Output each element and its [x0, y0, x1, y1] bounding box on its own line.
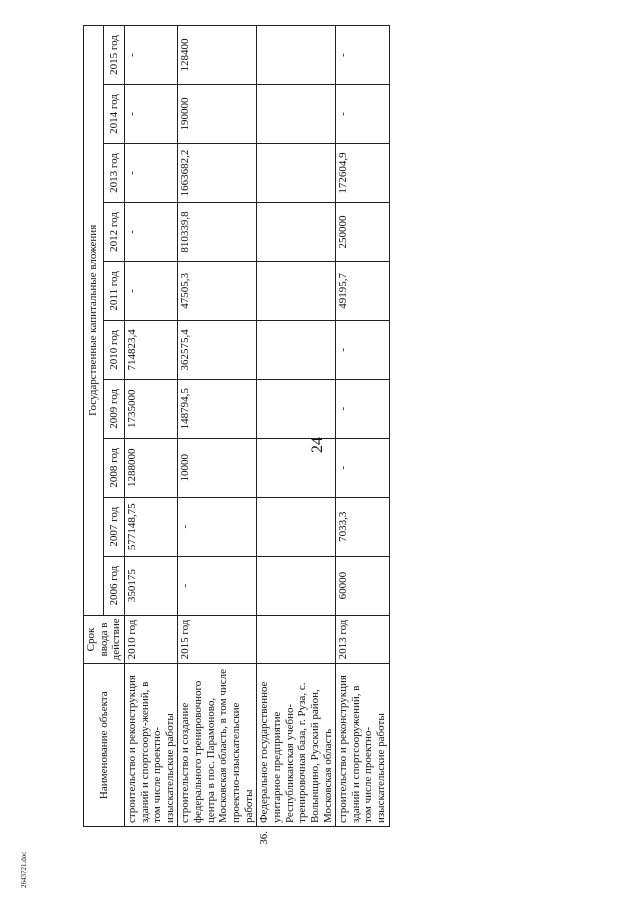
row-index: 36.: [257, 831, 270, 845]
header-year: 2010 год: [104, 320, 124, 379]
cell-value: [257, 144, 336, 203]
cell-value: -: [178, 497, 257, 556]
footer-filename: 2643721.doc: [20, 851, 28, 888]
cell-value: 128400: [178, 26, 257, 85]
cell-value: 810339,8: [178, 202, 257, 261]
cell-value: -: [336, 438, 390, 497]
rotated-table-container: [83, 25, 518, 855]
cell-value: [257, 497, 336, 556]
table-row: [257, 26, 336, 856]
table-row: [178, 26, 257, 856]
cell-value: -: [124, 202, 178, 261]
cell-value: 172604,9: [336, 144, 390, 203]
header-year: 2007 год: [104, 497, 124, 556]
header-year: 2015 год: [104, 26, 124, 85]
cell-value: -: [124, 144, 178, 203]
cell-value: [257, 261, 336, 320]
row-name: строительство и реконструкция зданий и спортсооружений, в том числе проектно-изыскательские работы: [336, 664, 390, 827]
cell-value: [257, 556, 336, 615]
index-header: [84, 827, 125, 855]
header-year: 2013 год: [104, 144, 124, 203]
cell-value: 1663682,2: [178, 144, 257, 203]
cell-value: 577148,75: [124, 497, 178, 556]
row-name: строительство и создание федерального тренировочного центра в пос. Парамоново, Московская область, в том числе проектно-изыскательские работы: [178, 664, 257, 827]
cell-value: [257, 379, 336, 438]
cell-value: 1735000: [124, 379, 178, 438]
cell-value: -: [336, 26, 390, 85]
table-row: [124, 26, 178, 856]
cell-value: -: [124, 26, 178, 85]
row-term: 2013 год: [336, 615, 390, 664]
cell-value: 362575,4: [178, 320, 257, 379]
cell-value: [257, 438, 336, 497]
cell-value: 350175: [124, 556, 178, 615]
row-index: [178, 827, 257, 855]
row-term: 2015 год: [178, 615, 257, 664]
cell-value: -: [336, 85, 390, 144]
page-number: 24: [309, 437, 326, 453]
cell-value: -: [124, 85, 178, 144]
row-name: строительство и реконструкция зданий и спортсоору-жений, в том числе проектно-изыскательские работы: [124, 664, 178, 827]
row-index: [124, 827, 178, 855]
cell-value: 10000: [178, 438, 257, 497]
cell-value: [257, 202, 336, 261]
row-term: [257, 615, 336, 664]
cell-value: 7033,3: [336, 497, 390, 556]
cell-value: 1288000: [124, 438, 178, 497]
cell-value: -: [124, 261, 178, 320]
capital-investment-table: [83, 25, 390, 855]
cell-value: 250000: [336, 202, 390, 261]
header-year: 2009 год: [104, 379, 124, 438]
cell-value: 190000: [178, 85, 257, 144]
header-name: Наименование объекта: [84, 664, 125, 827]
cell-value: -: [336, 379, 390, 438]
cell-value: [257, 26, 336, 85]
header-year: 2006 год: [104, 556, 124, 615]
header-year: 2014 год: [104, 85, 124, 144]
row-name: Федеральное государственное унитарное предприятие Республиканская учебно-тренировочная база, г. Руза, с. Волынщино, Рузский район, Московская область: [257, 664, 336, 827]
row-index: [336, 827, 390, 855]
header-year: 2008 год: [104, 438, 124, 497]
cell-value: [257, 320, 336, 379]
header-group: Государственные капитальные вложения: [84, 26, 104, 616]
row-term: 2010 год: [124, 615, 178, 664]
cell-value: -: [178, 556, 257, 615]
cell-value: 60000: [336, 556, 390, 615]
header-term: Срок ввода в действие: [84, 615, 125, 664]
cell-value: 714823,4: [124, 320, 178, 379]
table-row: [336, 26, 390, 856]
cell-value: 49195,7: [336, 261, 390, 320]
cell-value: -: [336, 320, 390, 379]
cell-value: 47505,3: [178, 261, 257, 320]
header-year: 2012 год: [104, 202, 124, 261]
cell-value: [257, 85, 336, 144]
header-year: 2011 год: [104, 261, 124, 320]
cell-value: 148794,5: [178, 379, 257, 438]
